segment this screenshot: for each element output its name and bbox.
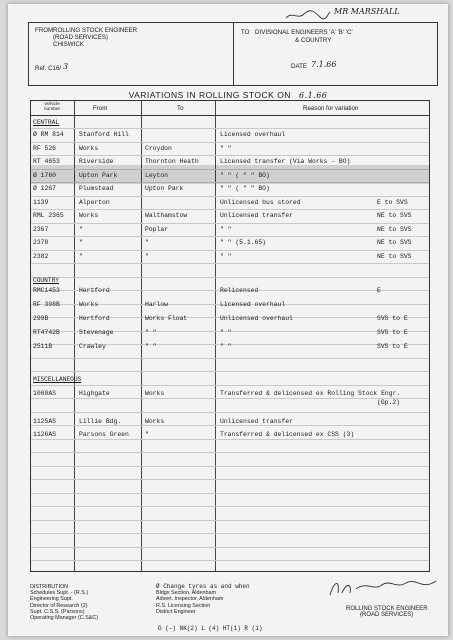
ruled-line — [31, 385, 429, 386]
date-label: DATE — [291, 63, 308, 70]
central-row-to-cell: Croydon — [145, 144, 172, 152]
country-row-vehicle-cell: 299B — [33, 315, 49, 322]
central-row-reason-cell: " " ( " " BO) — [220, 171, 270, 179]
distribution-heading: DISTRIBUTION — [30, 584, 69, 590]
country-row-reason-cell: " " — [220, 343, 232, 350]
signatory-line-2: (ROAD SERVICES) — [360, 612, 414, 619]
ruled-line — [31, 128, 429, 129]
table-header-row — [31, 101, 429, 116]
country-row-transfer-cell: SVS to E — [377, 315, 408, 322]
country-row-transfer-cell: SVS to E — [377, 329, 408, 336]
signatory-title — [346, 606, 428, 618]
misc-row-reason-cell: Transferred & delicensed ex Rolling Stock Engr. — [220, 390, 401, 397]
ruled-line — [31, 466, 429, 467]
central-row-reason-cell: " " — [220, 225, 232, 233]
footer-note-line: District Engineer — [156, 608, 196, 615]
country-row-from-cell: Hertford — [79, 287, 110, 294]
from-line-2: (ROAD SERVICES) — [53, 34, 108, 41]
central-row-from-cell: Riverside — [79, 158, 114, 165]
ruled-line — [31, 277, 429, 278]
ruled-line — [31, 520, 429, 521]
central-row-transfer-cell: NE to SVS — [377, 252, 412, 260]
country-row-to-cell: Harlow — [145, 301, 169, 308]
central-row-from-cell: Plumstead — [79, 185, 114, 192]
distribution-line: Engineering Supt. — [30, 596, 73, 603]
misc-row-reason-cell: Unlicensed transfer — [220, 418, 293, 425]
country-row-transfer-cell: SVS to E — [377, 343, 408, 350]
central-row-from-cell: Works — [79, 212, 99, 219]
ruled-line — [31, 439, 429, 440]
reference-number: 3 — [63, 62, 69, 71]
section-miscellaneous: MISCELLANEOUS — [33, 376, 82, 383]
country-row-to-cell: Works Float — [145, 315, 188, 322]
central-row-vehicle-cell: Ø 1267 — [33, 185, 57, 192]
central-row-vehicle-cell: Ø 1760 — [33, 171, 57, 179]
central-row-to-cell: Thornton Heath — [145, 158, 199, 165]
central-row-vehicle-cell: 2367 — [33, 225, 49, 233]
central-row-to-cell: Walthamstow — [145, 212, 188, 219]
signatory-line-1: ROLLING STOCK ENGINEER — [346, 606, 428, 612]
central-row-from-cell: " — [79, 225, 83, 233]
from-label: FROM — [35, 27, 54, 34]
country-row-from-cell: Stevenage — [79, 329, 114, 336]
ruled-line — [31, 236, 429, 237]
distribution-block — [30, 584, 98, 621]
central-row-to-cell: Poplar — [145, 225, 169, 233]
central-row-vehicle-cell: 1139 — [33, 198, 49, 206]
central-row-vehicle-cell: Ø RM 814 — [33, 131, 64, 138]
central-row-transfer-cell: E to SVS — [377, 198, 408, 206]
ruled-line — [31, 223, 429, 224]
ruled-line — [31, 547, 429, 548]
title-date: 6.1.66 — [298, 91, 328, 100]
section-country: COUNTRY — [33, 277, 59, 284]
distribution-line: Operating Manager (C.S&C) — [30, 615, 99, 622]
handwritten-annotation: MR MARSHALL — [334, 7, 400, 16]
to-label: TO — [241, 29, 250, 36]
central-row-from-cell: Stanford Hill — [79, 131, 129, 138]
country-row-from-cell: Crawley — [79, 343, 106, 350]
central-row-vehicle-cell: 2378 — [33, 239, 49, 246]
central-row-reason-cell: Unlicensed bus stored — [220, 198, 301, 206]
column-header-from: From — [93, 105, 108, 112]
distribution-line: Schedules Supt. - (R.S.) — [30, 590, 89, 597]
country-row-to-cell: " " — [145, 343, 157, 350]
country-row-from-cell: Works — [79, 301, 99, 308]
date-value: 7.1.66 — [311, 60, 337, 69]
handwritten-scribble — [284, 8, 332, 20]
central-row-reason-cell: " " — [220, 252, 232, 260]
central-row-transfer-cell: NE to SVS — [377, 225, 412, 233]
central-row-from-cell: " — [79, 239, 83, 246]
ruled-line — [31, 209, 429, 210]
country-row-vehicle-cell: 2511B — [33, 343, 53, 350]
column-header-reason: Reason for variation — [303, 105, 359, 112]
country-row-from-cell: Hertford — [79, 315, 110, 322]
central-row-vehicle-cell: RF 526 — [33, 144, 57, 152]
misc-row-vehicle-cell: 1125AS — [33, 418, 57, 425]
signature — [326, 575, 444, 601]
footer-note-line: Bldgs Section, Aldenham — [156, 590, 216, 597]
central-row-reason-cell: Unlicensed transfer — [220, 212, 293, 219]
header-box — [28, 22, 438, 86]
central-row-vehicle-cell: 2382 — [33, 252, 49, 260]
central-row-from-cell: Works — [79, 144, 99, 152]
ruled-line — [31, 479, 429, 480]
central-row-vehicle-cell: RML 2365 — [33, 212, 64, 219]
central-row-to-cell: Leyton — [145, 171, 169, 179]
ruled-line — [31, 452, 429, 453]
ruled-line — [31, 196, 429, 197]
bottom-codes: G (–) NK(2) L (4) HT(1) R (1) — [158, 625, 263, 632]
central-row-vehicle-cell: RT 4653 — [33, 158, 60, 165]
misc-row-reason-cell: Transferred & delicensed ex CSS (3) — [220, 431, 355, 438]
misc-row-from-cell: Highgate — [79, 390, 110, 397]
country-row-transfer-cell: E — [377, 287, 381, 294]
country-row-reason-cell: Unlicensed overhaul — [220, 315, 293, 322]
country-row-to-cell: " " — [145, 329, 157, 336]
ruled-line — [31, 506, 429, 507]
misc-row-from-cell: Lillie Bdg. — [79, 418, 122, 425]
ruled-line — [31, 263, 429, 264]
ruled-line — [31, 398, 429, 399]
page-title — [8, 90, 448, 100]
from-line-3: CHISWICK — [53, 41, 84, 48]
footer-notes — [156, 584, 250, 615]
to-line-1: DIVISIONAL ENGINEERS 'A' 'B' 'C' — [255, 29, 353, 36]
ruled-line — [31, 358, 429, 359]
country-row-reason-cell: Relicensed — [220, 287, 259, 294]
central-row-reason-cell: Licensed transfer (Via Works - BO) — [220, 158, 351, 165]
ruled-line — [31, 155, 429, 156]
misc-row-to-cell: Works — [145, 418, 165, 425]
misc-row-to-cell: " — [145, 431, 149, 438]
central-row-from-cell: Upton Park — [79, 171, 118, 179]
ruled-line — [31, 142, 429, 143]
central-row-transfer-cell: NE to SVS — [377, 212, 412, 219]
central-row-reason-cell: Licensed overhaul — [220, 131, 286, 138]
central-row-reason-cell: " " (5.1.65) — [220, 239, 267, 246]
column-header-to: To — [177, 105, 184, 112]
column-header-vehicle: Vehicle number — [43, 102, 61, 113]
central-row-transfer-cell: NE to SVS — [377, 239, 412, 246]
central-row-reason-cell: " " — [220, 144, 232, 152]
from-line-1: ROLLING STOCK ENGINEER — [53, 27, 138, 34]
misc-row-transfer-cell: (Gp.2) — [377, 399, 401, 406]
ruled-line — [31, 425, 429, 426]
ruled-line — [31, 533, 429, 534]
ruled-line — [31, 560, 429, 561]
country-row-reason-cell: " " — [220, 329, 232, 336]
central-row-to-cell: " — [145, 252, 149, 260]
document-page — [8, 4, 448, 636]
ruled-line — [31, 493, 429, 494]
ruled-line — [31, 250, 429, 251]
country-row-vehicle-cell: RF 308B — [33, 301, 60, 308]
country-row-reason-cell: Licensed overhaul — [220, 301, 286, 308]
country-row-vehicle-cell: RMC1453 — [33, 287, 60, 294]
misc-row-vehicle-cell: 1126AS — [33, 431, 57, 438]
title-text: VARIATIONS IN ROLLING STOCK ON — [128, 90, 291, 100]
to-line-2: & COUNTRY — [295, 37, 332, 44]
central-row-from-cell: " — [79, 252, 83, 260]
variations-table — [30, 100, 430, 572]
reference-label: Ref. C16/ — [35, 65, 62, 72]
distribution-line: Director of Research (2) — [30, 602, 88, 609]
misc-row-from-cell: Parsons Green — [79, 431, 129, 438]
central-row-from-cell: Alperton — [79, 198, 110, 206]
footer-note-line: R.S. Licensing Section — [156, 602, 211, 609]
tyre-note: Ø Change tyres as and when — [156, 583, 250, 590]
misc-row-to-cell: Works — [145, 390, 165, 397]
ruled-line — [31, 371, 429, 372]
central-row-to-cell: Upton Park — [145, 185, 184, 192]
footer-note-line: Advert. Inspector, Aldenham — [156, 596, 224, 603]
country-row-vehicle-cell: RT4742B — [33, 329, 60, 336]
ruled-line — [31, 412, 429, 413]
central-row-reason-cell: " " ( " " BO) — [220, 185, 270, 192]
misc-row-vehicle-cell: 1060AS — [33, 390, 57, 397]
section-central: CENTRAL — [33, 119, 59, 126]
central-row-to-cell: " — [145, 239, 149, 246]
distribution-line: Supt. C.S.S. (Parsons) — [30, 608, 85, 615]
